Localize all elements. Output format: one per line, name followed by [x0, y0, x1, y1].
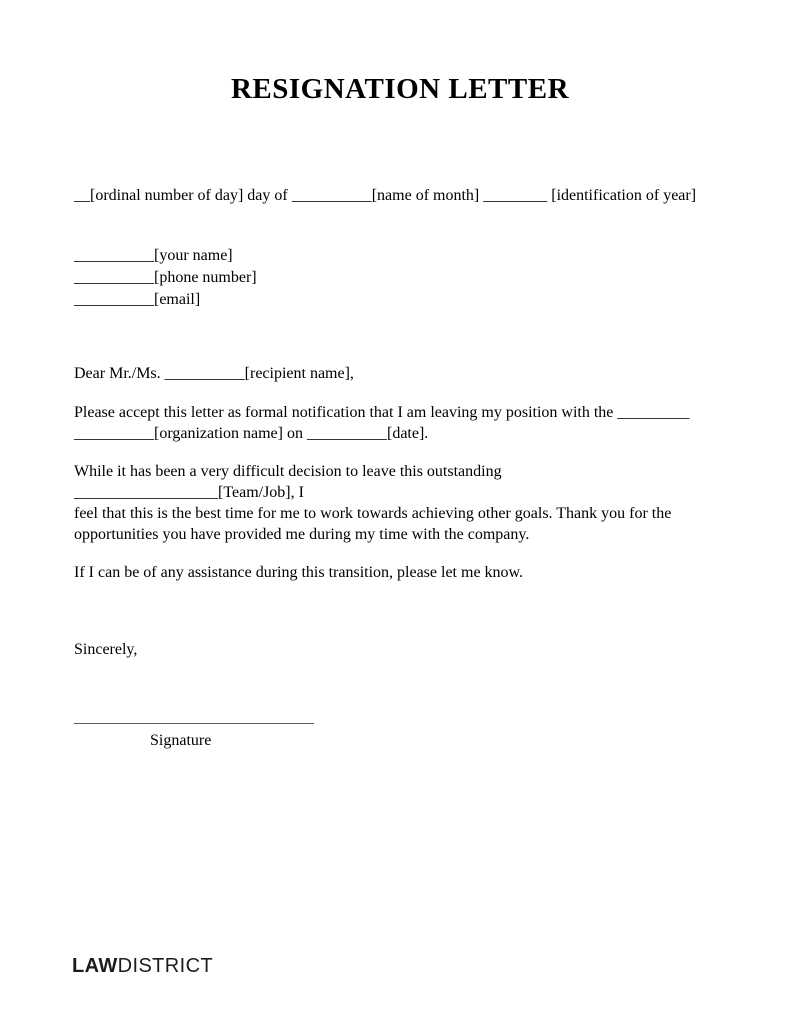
logo-law-text: LAW: [72, 955, 118, 977]
signature-label: Signature: [150, 732, 212, 749]
paragraph-line: feel that this is the best time for me to work towards achieving other goals. Thank you for the: [74, 505, 672, 522]
letter-body: [0, 185, 800, 751]
paragraph-assistance: If I can be of any assistance during this transition, please let me know.: [74, 564, 524, 581]
salutation-line: Dear Mr./Ms. __________[recipient name],: [74, 365, 354, 382]
logo-district-text: DISTRICT: [117, 955, 214, 977]
paragraph-line: __________[organization name] on __________[date].: [74, 425, 429, 442]
valediction: Sincerely,: [74, 641, 138, 658]
sender-email-line: __________[email]: [74, 291, 201, 308]
date-placeholder-line: __[ordinal number of day] day of __________[name of month] ________ [identification of year]: [74, 187, 697, 204]
signature-blank-line: ______________________________: [74, 709, 314, 726]
paragraph-line: Please accept this letter as formal notification that I am leaving my position with the _________: [74, 404, 690, 421]
sender-name-line: __________[your name]: [74, 247, 233, 264]
paragraph-line: opportunities you have provided me during my time with the company.: [74, 526, 530, 543]
lawdistrict-logo: [72, 954, 213, 978]
paragraph-line: While it has been a very difficult decision to leave this outstanding __________________[Team/Job], I: [74, 463, 502, 501]
paragraph-formal-notification: [74, 402, 726, 444]
sender-info-block: [74, 245, 726, 311]
document-title: RESIGNATION LETTER: [230, 73, 570, 105]
paragraph-difficult-decision: [74, 461, 726, 545]
sender-phone-line: __________[phone number]: [74, 269, 257, 286]
